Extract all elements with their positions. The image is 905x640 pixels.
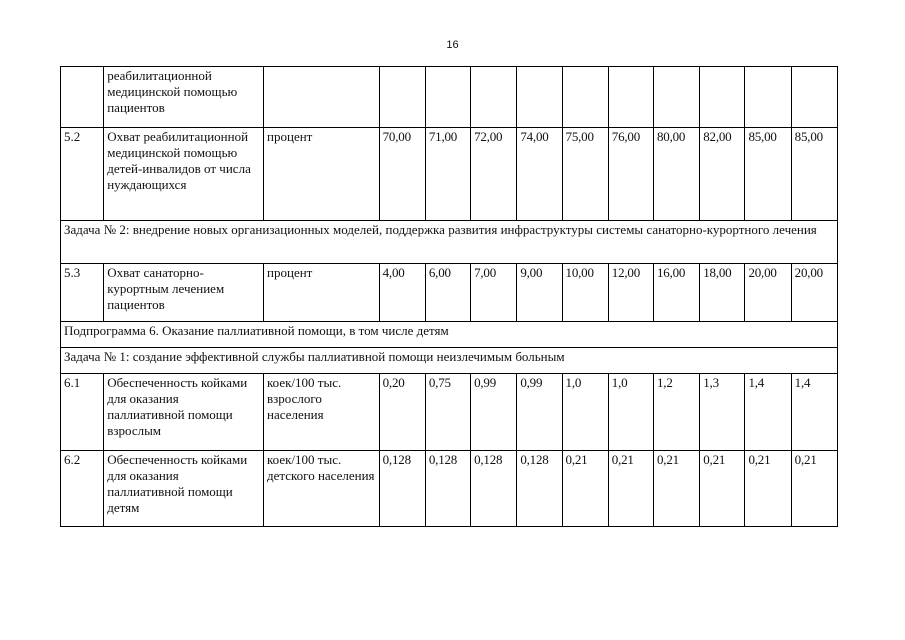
- value-cell: 0,21: [745, 451, 791, 527]
- value-cell: 10,00: [562, 264, 608, 322]
- value-cell: 0,75: [425, 374, 470, 451]
- value-cell: 4,00: [379, 264, 425, 322]
- unit-cell: коек/100 тыс. детского населения: [264, 451, 380, 527]
- table-row: [61, 264, 838, 322]
- value-cell: [608, 67, 653, 128]
- value-cell: 85,00: [791, 128, 837, 221]
- section-row: [61, 221, 838, 264]
- value-cell: 18,00: [700, 264, 745, 322]
- value-cell: [425, 67, 470, 128]
- indicator-name-cell: Охват реабилитационной медицинской помощью детей-инвалидов от числа нуждающихся: [104, 128, 264, 221]
- value-cell: 0,128: [471, 451, 517, 527]
- value-cell: [745, 67, 791, 128]
- row-id-cell: 6.2: [61, 451, 104, 527]
- task-heading: Задача № 2: внедрение новых организационных моделей, поддержка развития инфраструктуры системы санаторно-курортного лечения: [61, 221, 838, 264]
- value-cell: 0,128: [425, 451, 470, 527]
- value-cell: [562, 67, 608, 128]
- row-id-cell: 6.1: [61, 374, 104, 451]
- task-heading: Задача № 1: создание эффективной службы паллиативной помощи неизлечимым больным: [61, 348, 838, 374]
- value-cell: [517, 67, 562, 128]
- unit-cell: процент: [264, 264, 380, 322]
- value-cell: 0,99: [471, 374, 517, 451]
- value-cell: 71,00: [425, 128, 470, 221]
- value-cell: [653, 67, 699, 128]
- value-cell: 0,21: [653, 451, 699, 527]
- value-cell: [700, 67, 745, 128]
- value-cell: 16,00: [653, 264, 699, 322]
- value-cell: 1,0: [562, 374, 608, 451]
- value-cell: 75,00: [562, 128, 608, 221]
- indicator-name-cell: реабилитационной медицинской помощью пациентов: [104, 67, 264, 128]
- page-number: 16: [446, 39, 459, 51]
- value-cell: 9,00: [517, 264, 562, 322]
- value-cell: 0,99: [517, 374, 562, 451]
- row-id-cell: 5.3: [61, 264, 104, 322]
- value-cell: 0,21: [700, 451, 745, 527]
- subprogram-heading: Подпрограмма 6. Оказание паллиативной помощи, в том числе детям: [61, 322, 838, 348]
- value-cell: 20,00: [791, 264, 837, 322]
- value-cell: 80,00: [653, 128, 699, 221]
- value-cell: 0,128: [379, 451, 425, 527]
- value-cell: 1,2: [653, 374, 699, 451]
- value-cell: 12,00: [608, 264, 653, 322]
- value-cell: 1,4: [791, 374, 837, 451]
- indicators-table: [60, 66, 838, 527]
- unit-cell: [264, 67, 380, 128]
- value-cell: 82,00: [700, 128, 745, 221]
- table-row: [61, 128, 838, 221]
- value-cell: 0,21: [791, 451, 837, 527]
- indicator-name-cell: Охват санаторно-курортным лечением пациентов: [104, 264, 264, 322]
- value-cell: 7,00: [471, 264, 517, 322]
- value-cell: [791, 67, 837, 128]
- row-id-cell: [61, 67, 104, 128]
- value-cell: [379, 67, 425, 128]
- value-cell: 0,20: [379, 374, 425, 451]
- indicator-name-cell: Обеспеченность койками для оказания паллиативной помощи взрослым: [104, 374, 264, 451]
- value-cell: 1,0: [608, 374, 653, 451]
- unit-cell: процент: [264, 128, 380, 221]
- table-row: [61, 451, 838, 527]
- section-row: [61, 322, 838, 348]
- value-cell: 0,21: [562, 451, 608, 527]
- value-cell: 0,21: [608, 451, 653, 527]
- value-cell: [471, 67, 517, 128]
- value-cell: 72,00: [471, 128, 517, 221]
- value-cell: 20,00: [745, 264, 791, 322]
- value-cell: 1,3: [700, 374, 745, 451]
- value-cell: 70,00: [379, 128, 425, 221]
- value-cell: 74,00: [517, 128, 562, 221]
- value-cell: 85,00: [745, 128, 791, 221]
- indicator-name-cell: Обеспеченность койками для оказания паллиативной помощи детям: [104, 451, 264, 527]
- section-row: [61, 348, 838, 374]
- value-cell: 6,00: [425, 264, 470, 322]
- row-id-cell: 5.2: [61, 128, 104, 221]
- value-cell: 1,4: [745, 374, 791, 451]
- value-cell: 0,128: [517, 451, 562, 527]
- table-row: [61, 374, 838, 451]
- table-row: [61, 67, 838, 128]
- value-cell: 76,00: [608, 128, 653, 221]
- unit-cell: коек/100 тыс. взрослого населения: [264, 374, 380, 451]
